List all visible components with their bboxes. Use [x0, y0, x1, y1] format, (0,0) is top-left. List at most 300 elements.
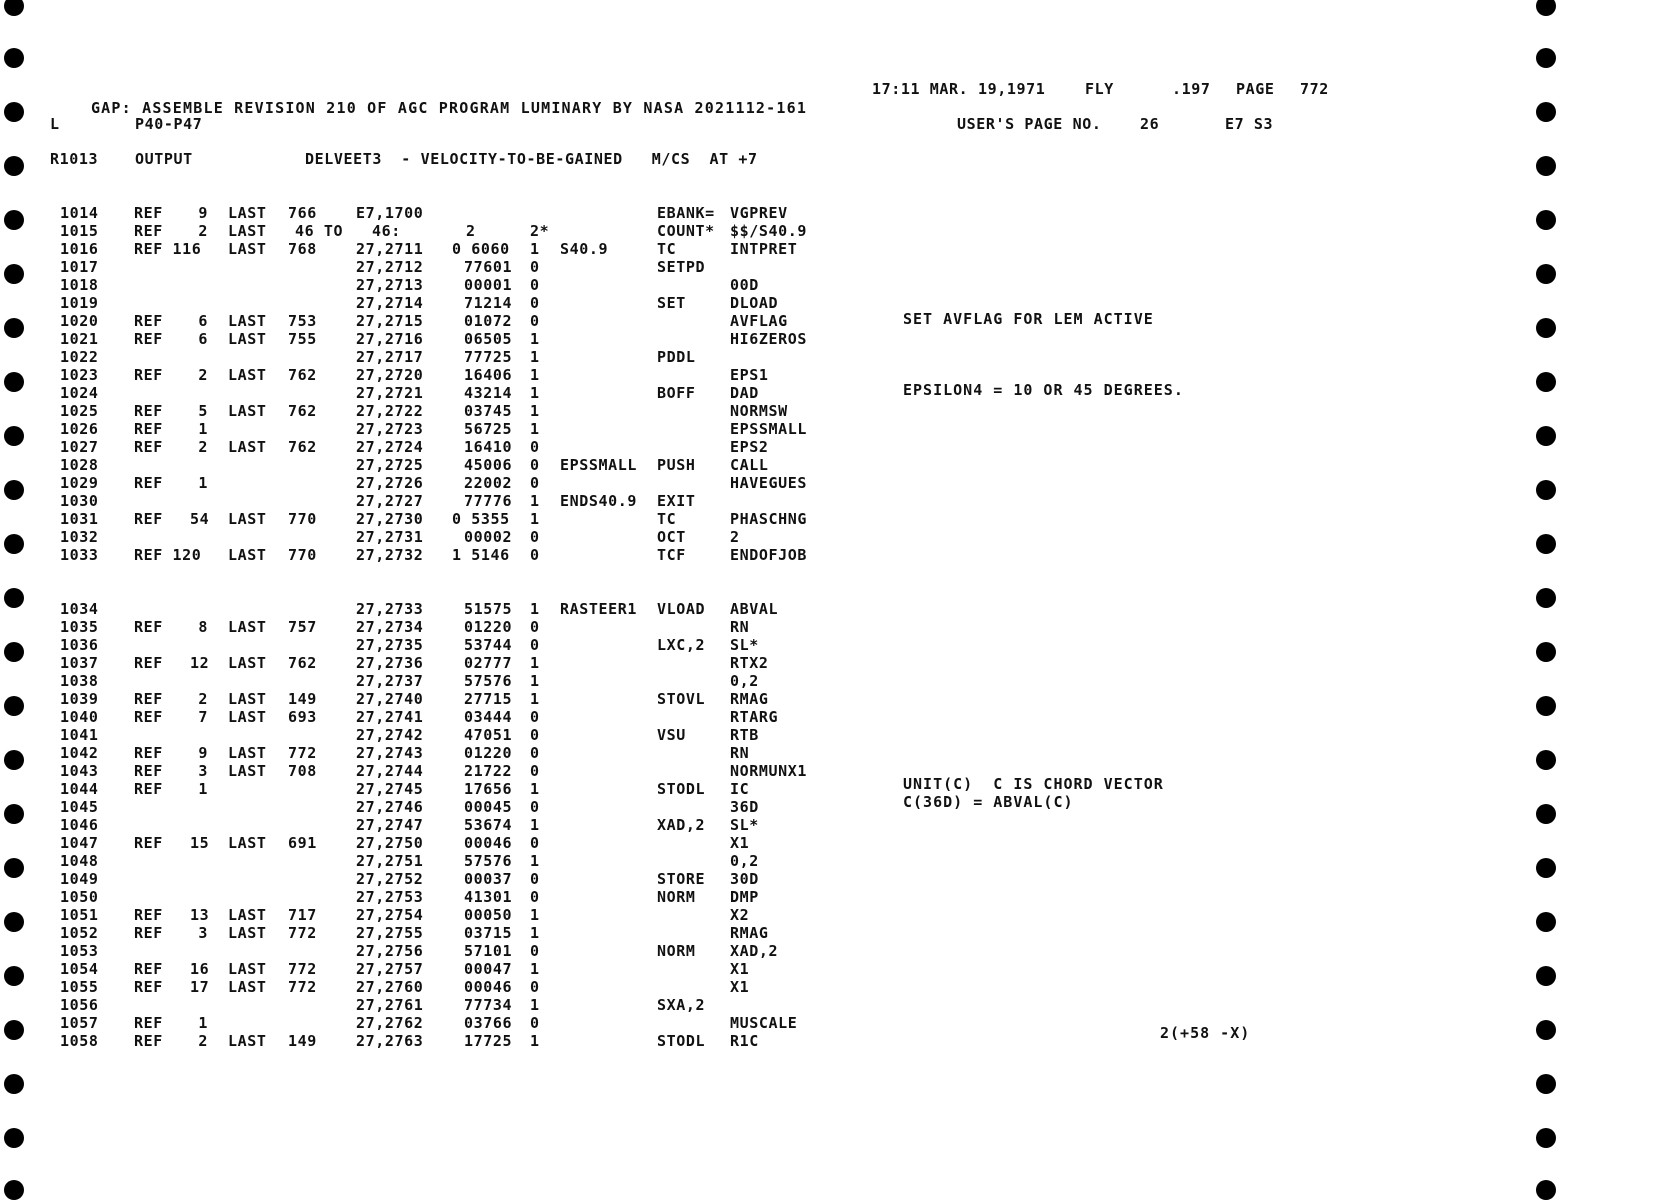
opcode: STORE [657, 870, 706, 888]
feed-hole [1536, 696, 1556, 716]
last-page: 755 [288, 330, 317, 348]
octal-word: 77601 [464, 258, 513, 276]
listing-row [0, 816, 1500, 835]
last-page: 757 [288, 618, 317, 636]
operand: 2 [730, 528, 740, 546]
routine-title: DELVEET3 - VELOCITY-TO-BE-GAINED M/CS AT +7 [305, 150, 758, 168]
ref-label: REF [134, 222, 163, 240]
line-number: 1016 [60, 240, 99, 258]
last-page: 768 [288, 240, 317, 258]
line-number: 1057 [60, 1014, 99, 1032]
address: 27,2741 [356, 708, 424, 726]
listing-row [0, 780, 1500, 799]
users-page-number: 26 [1140, 115, 1160, 133]
parity: 0 [530, 528, 540, 546]
opcode: XAD,2 [657, 816, 706, 834]
octal-word: 47051 [464, 726, 513, 744]
opcode: NORM [657, 888, 696, 906]
address: 27,2713 [356, 276, 424, 294]
octal-word: 57101 [464, 942, 513, 960]
listing-row [0, 312, 1500, 331]
last-page: 149 [288, 690, 317, 708]
parity: 1 [530, 492, 540, 510]
listing-row [0, 888, 1500, 907]
octal-word: 77776 [464, 492, 513, 510]
listing-row [0, 906, 1500, 925]
line-number: 1048 [60, 852, 99, 870]
last-label: LAST [228, 960, 267, 978]
ref-count: 5 [198, 402, 208, 420]
comment-1058: 2(+58 -X) [1160, 1024, 1251, 1042]
feed-hole [1536, 588, 1556, 608]
listing-row [0, 204, 1500, 223]
octal-word: 2 [466, 222, 476, 240]
fly-label: FLY [1085, 80, 1114, 98]
last-label: LAST [228, 978, 267, 996]
line-number: 1030 [60, 492, 99, 510]
feed-hole [1536, 1180, 1556, 1200]
parity: 0 [530, 744, 540, 762]
ref-count: 17 [190, 978, 210, 996]
line-number: 1058 [60, 1032, 99, 1050]
operand: NORMUNX1 [730, 762, 808, 780]
last-page: 691 [288, 834, 317, 852]
listing-row [0, 852, 1500, 871]
listing-row [0, 762, 1500, 781]
opcode: PDDL [657, 348, 696, 366]
line-number: 1046 [60, 816, 99, 834]
octal-word: 00037 [464, 870, 513, 888]
ref-count: 6 [198, 312, 208, 330]
operand: 0,2 [730, 672, 759, 690]
section-name: P40-P47 [135, 115, 203, 133]
parity: 0 [530, 456, 540, 474]
ref-label: REF [134, 834, 163, 852]
ref-count: 13 [190, 906, 210, 924]
parity: 0 [530, 834, 540, 852]
operand: RMAG [730, 690, 769, 708]
line-number: 1028 [60, 456, 99, 474]
line-number: 1055 [60, 978, 99, 996]
address: 27,2733 [356, 600, 424, 618]
address: 27,2732 [356, 546, 424, 564]
feed-hole [1536, 0, 1556, 16]
operand: DLOAD [730, 294, 779, 312]
last-label: LAST [228, 240, 267, 258]
parity: 0 [530, 258, 540, 276]
line-number: 1052 [60, 924, 99, 942]
octal-word: 45006 [464, 456, 513, 474]
operand: AVFLAG [730, 312, 788, 330]
label: EPSSMALL [560, 456, 638, 474]
address: 27,2742 [356, 726, 424, 744]
listing-row [0, 672, 1500, 691]
operand: RTB [730, 726, 759, 744]
ref-count: 1 [198, 474, 208, 492]
last-page: 772 [288, 960, 317, 978]
assembly-title: GAP: ASSEMBLE REVISION 210 OF AGC PROGRAM LUMINARY BY NASA 2021112-161 [90, 99, 808, 117]
ref-label: REF [134, 924, 163, 942]
ref-count: 54 [190, 510, 210, 528]
address: 27,2744 [356, 762, 424, 780]
address: 27,2721 [356, 384, 424, 402]
label: RASTEER1 [560, 600, 638, 618]
operand: INTPRET [730, 240, 798, 258]
last-page: 772 [288, 978, 317, 996]
parity: 0 [530, 762, 540, 780]
line-number: 1033 [60, 546, 99, 564]
last-page: 753 [288, 312, 317, 330]
last-label: LAST [228, 330, 267, 348]
ref-count: 8 [198, 618, 208, 636]
address: 27,2711 [356, 240, 424, 258]
listing-row [0, 996, 1500, 1015]
opcode: STODL [657, 1032, 706, 1050]
listing-row [0, 1032, 1500, 1051]
listing-row [0, 960, 1500, 979]
address: 27,2734 [356, 618, 424, 636]
line-number: 1034 [60, 600, 99, 618]
ref-count: 1 [198, 420, 208, 438]
line-number: 1029 [60, 474, 99, 492]
opcode: NORM [657, 942, 696, 960]
feed-hole [1536, 1128, 1556, 1148]
feed-hole [1536, 318, 1556, 338]
ref-count: 3 [198, 924, 208, 942]
feed-hole [4, 156, 24, 176]
operand: 00D [730, 276, 759, 294]
last-label: LAST [228, 708, 267, 726]
operand: CALL [730, 456, 769, 474]
line-number: 1027 [60, 438, 99, 456]
parity: 1 [530, 510, 540, 528]
opcode: OCT [657, 528, 686, 546]
ref-count: 2 [198, 1032, 208, 1050]
operand: ABVAL [730, 600, 779, 618]
line-number: 1045 [60, 798, 99, 816]
octal-word: 03745 [464, 402, 513, 420]
label: ENDS40.9 [560, 492, 638, 510]
listing-row [0, 924, 1500, 943]
octal-word: 41301 [464, 888, 513, 906]
parity: 1 [530, 1032, 540, 1050]
octal-word: 00047 [464, 960, 513, 978]
last-page: 770 [288, 510, 317, 528]
last-label: LAST [228, 924, 267, 942]
last-label: LAST [228, 744, 267, 762]
operand: IC [730, 780, 750, 798]
address: 27,2761 [356, 996, 424, 1014]
octal-word: 01220 [464, 618, 513, 636]
listing-row [0, 438, 1500, 457]
listing-row [0, 870, 1500, 889]
feed-hole [1536, 750, 1556, 770]
octal-word: 17725 [464, 1032, 513, 1050]
feed-hole [1536, 480, 1556, 500]
last-label: LAST [228, 654, 267, 672]
octal-word: 00001 [464, 276, 513, 294]
parity: 0 [530, 312, 540, 330]
feed-hole [1536, 426, 1556, 446]
octal-word: 02777 [464, 654, 513, 672]
page-label: PAGE [1236, 80, 1275, 98]
address: 27,2715 [356, 312, 424, 330]
octal-word: 53674 [464, 816, 513, 834]
last-label: LAST [228, 366, 267, 384]
address: 27,2753 [356, 888, 424, 906]
operand: MUSCALE [730, 1014, 798, 1032]
listing-row [0, 798, 1500, 817]
opcode: LXC,2 [657, 636, 706, 654]
last-label: LAST [228, 204, 267, 222]
last-label: LAST [228, 1032, 267, 1050]
operand: DAD [730, 384, 759, 402]
ref-label: REF [134, 906, 163, 924]
parity: 1 [530, 654, 540, 672]
octal-word: 51575 [464, 600, 513, 618]
operand: XAD,2 [730, 942, 779, 960]
ref-label: REF [134, 366, 163, 384]
line-number: 1015 [60, 222, 99, 240]
operand: RTARG [730, 708, 779, 726]
parity: 1 [530, 240, 540, 258]
operand: EPS2 [730, 438, 769, 456]
address: 27,2730 [356, 510, 424, 528]
parity: 0 [530, 276, 540, 294]
operand: X2 [730, 906, 750, 924]
users-page-label: USER'S PAGE NO. [957, 115, 1102, 133]
operand: PHASCHNG [730, 510, 808, 528]
ref-count: 2 [198, 366, 208, 384]
ref-label: REF [134, 312, 163, 330]
address: 27,2763 [356, 1032, 424, 1050]
parity: 0 [530, 438, 540, 456]
opcode: TC [657, 240, 677, 258]
line-number: 1021 [60, 330, 99, 348]
routine-type: OUTPUT [135, 150, 193, 168]
parity: 1 [530, 906, 540, 924]
address: 27,2737 [356, 672, 424, 690]
feed-hole [1536, 804, 1556, 824]
octal-word: 06505 [464, 330, 513, 348]
ref-label: REF [134, 204, 163, 222]
last-page: 762 [288, 654, 317, 672]
operand: RN [730, 618, 750, 636]
parity: 1 [530, 852, 540, 870]
ref-label: REF [134, 744, 163, 762]
ref-count: 2 [198, 222, 208, 240]
address: 27,2757 [356, 960, 424, 978]
ref-count: 2 [198, 438, 208, 456]
listing-row [0, 474, 1500, 493]
ref-label: REF 120 [134, 546, 202, 564]
opcode: COUNT* [657, 222, 715, 240]
line-number: 1018 [60, 276, 99, 294]
octal-word: 16406 [464, 366, 513, 384]
parity: 0 [530, 636, 540, 654]
line-number: 1039 [60, 690, 99, 708]
ref-count: 1 [198, 1014, 208, 1032]
listing-row [0, 942, 1500, 961]
last-page: 717 [288, 906, 317, 924]
line-number: 1038 [60, 672, 99, 690]
ref-label: REF [134, 762, 163, 780]
listing-row [0, 726, 1500, 745]
line-number: 1014 [60, 204, 99, 222]
last-label: LAST [228, 618, 267, 636]
listing-row [0, 600, 1500, 619]
address: 27,2726 [356, 474, 424, 492]
parity: 1 [530, 402, 540, 420]
ref-label: REF [134, 438, 163, 456]
line-number: 1032 [60, 528, 99, 546]
listing-row [0, 456, 1500, 475]
address: 27,2725 [356, 456, 424, 474]
opcode: VLOAD [657, 600, 706, 618]
line-number: 1036 [60, 636, 99, 654]
last-label: LAST [228, 834, 267, 852]
line-number: 1037 [60, 654, 99, 672]
parity: 1 [530, 420, 540, 438]
parity: 0 [530, 618, 540, 636]
last-label: LAST [228, 438, 267, 456]
ref-label: REF [134, 618, 163, 636]
parity: 1 [530, 924, 540, 942]
last-label: LAST [228, 906, 267, 924]
last-page: 762 [288, 366, 317, 384]
octal-word: 0 6060 [452, 240, 510, 258]
ref-count: 15 [190, 834, 210, 852]
feed-hole [1536, 156, 1556, 176]
comment-1024: EPSILON4 = 10 OR 45 DEGREES. [903, 381, 1184, 399]
listing-row [0, 276, 1500, 295]
feed-hole [4, 1180, 24, 1200]
parity: 0 [530, 474, 540, 492]
last-label: LAST [228, 402, 267, 420]
line-number: 1022 [60, 348, 99, 366]
address: 27,2751 [356, 852, 424, 870]
address: 27,2755 [356, 924, 424, 942]
parity: 1 [530, 672, 540, 690]
listing-row [0, 258, 1500, 277]
octal-word: 01072 [464, 312, 513, 330]
octal-word: 16410 [464, 438, 513, 456]
feed-hole [1536, 102, 1556, 122]
operand: DMP [730, 888, 759, 906]
ref-label: REF [134, 780, 163, 798]
listing-row [0, 744, 1500, 763]
address: 27,2720 [356, 366, 424, 384]
ref-label: REF [134, 654, 163, 672]
parity: 0 [530, 798, 540, 816]
octal-word: 01220 [464, 744, 513, 762]
listing-row [0, 222, 1500, 241]
operand: 0,2 [730, 852, 759, 870]
opcode: BOFF [657, 384, 696, 402]
parity: 0 [530, 942, 540, 960]
octal-word: 03444 [464, 708, 513, 726]
feed-hole [1536, 210, 1556, 230]
ref-count: 12 [190, 654, 210, 672]
octal-word: 17656 [464, 780, 513, 798]
parity: 1 [530, 960, 540, 978]
parity: 1 [530, 600, 540, 618]
opcode: VSU [657, 726, 686, 744]
octal-word: 00050 [464, 906, 513, 924]
listing-row [0, 510, 1500, 529]
opcode: TC [657, 510, 677, 528]
listing-row [0, 492, 1500, 511]
last-page: 149 [288, 1032, 317, 1050]
line-number: 1053 [60, 942, 99, 960]
last-page: 772 [288, 924, 317, 942]
feed-hole [1536, 372, 1556, 392]
line-number: 1025 [60, 402, 99, 420]
last-label: LAST [228, 762, 267, 780]
last-page: 770 [288, 546, 317, 564]
listing-row [0, 690, 1500, 709]
octal-word: 00045 [464, 798, 513, 816]
line-number: 1042 [60, 744, 99, 762]
line-number: 1017 [60, 258, 99, 276]
operand: HI6ZEROS [730, 330, 808, 348]
address: 27,2746 [356, 798, 424, 816]
parity: 0 [530, 294, 540, 312]
opcode: TCF [657, 546, 686, 564]
line-number: 1049 [60, 870, 99, 888]
address: 27,2747 [356, 816, 424, 834]
listing-row [0, 618, 1500, 637]
octal-word: 71214 [464, 294, 513, 312]
address: 27,2727 [356, 492, 424, 510]
parity: 1 [530, 330, 540, 348]
operand: X1 [730, 834, 750, 852]
address: 27,2722 [356, 402, 424, 420]
last-label: LAST [228, 222, 267, 240]
parity: 1 [530, 996, 540, 1014]
octal-word: 57576 [464, 672, 513, 690]
line-number: 1047 [60, 834, 99, 852]
line-number: 1026 [60, 420, 99, 438]
ref-label: REF [134, 474, 163, 492]
line-number: 1040 [60, 708, 99, 726]
listing-row [0, 402, 1500, 421]
line-number: 1035 [60, 618, 99, 636]
routine-id: R1013 [50, 150, 99, 168]
label: S40.9 [560, 240, 609, 258]
ref-count: 3 [198, 762, 208, 780]
octal-word: 57576 [464, 852, 513, 870]
listing-row [0, 708, 1500, 727]
octal-word: 56725 [464, 420, 513, 438]
octal-word: 00002 [464, 528, 513, 546]
listing-row [0, 366, 1500, 385]
address: 27,2712 [356, 258, 424, 276]
listing-row [0, 636, 1500, 655]
octal-word: 77725 [464, 348, 513, 366]
listing-row [0, 654, 1500, 673]
address: 27,2762 [356, 1014, 424, 1032]
listing-row [0, 528, 1500, 547]
parity: 2* [530, 222, 550, 240]
parity: 0 [530, 978, 540, 996]
feed-hole [1536, 534, 1556, 554]
address: 27,2731 [356, 528, 424, 546]
octal-word: 03715 [464, 924, 513, 942]
operand: VGPREV [730, 204, 788, 222]
operand: RN [730, 744, 750, 762]
operand: RTX2 [730, 654, 769, 672]
